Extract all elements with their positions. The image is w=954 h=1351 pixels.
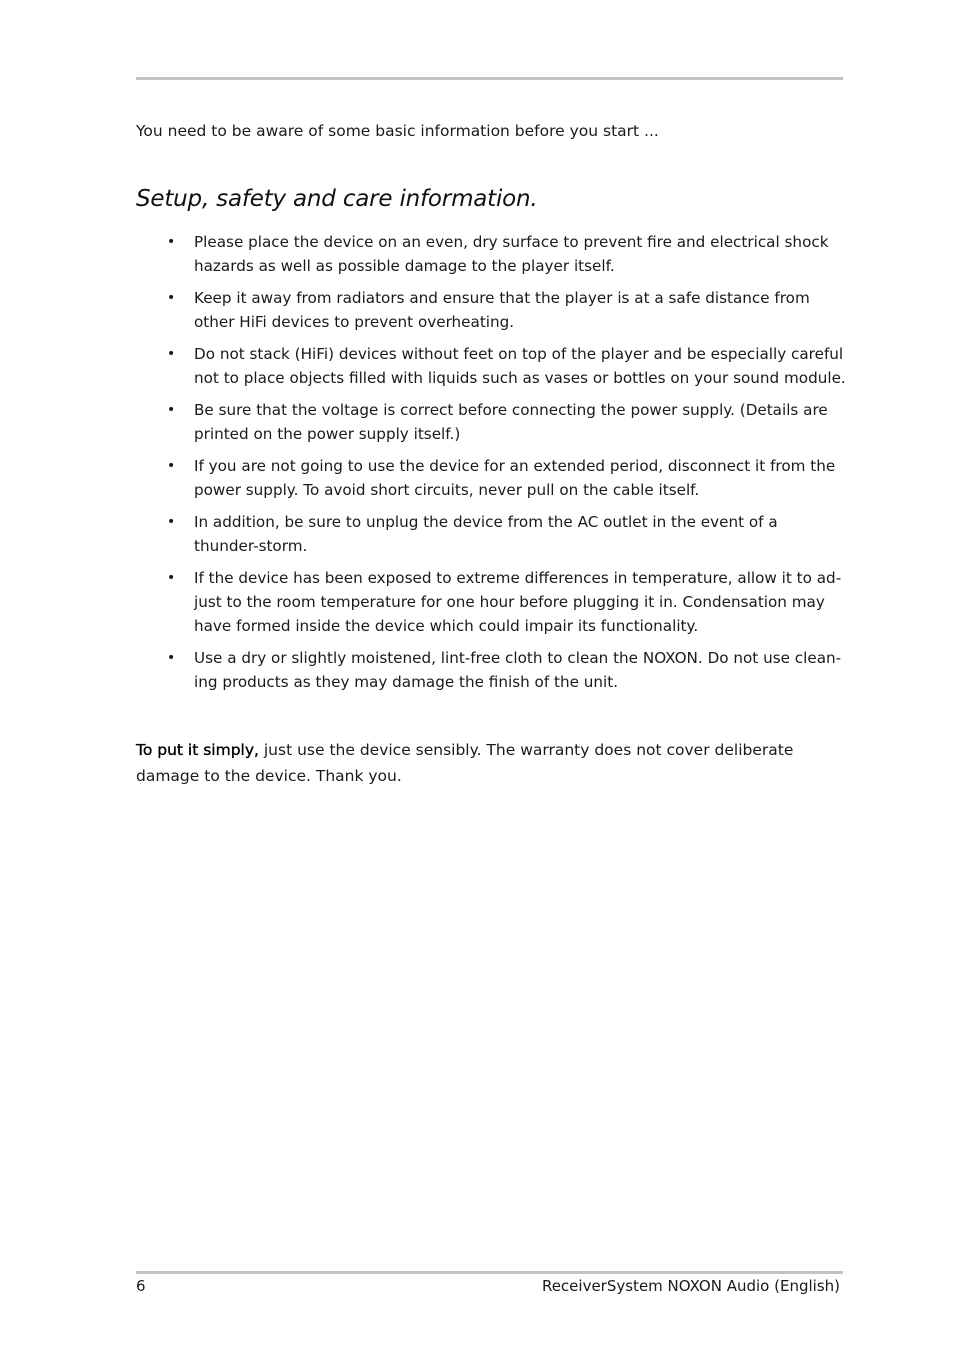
intro-text: You need to be aware of some basic information before you start ... [136,122,659,140]
list-item [136,230,846,278]
list-item [136,342,846,390]
footer-rule [136,1271,843,1274]
bullet-icon: • [167,570,176,586]
closing-text: just use the device sensibly. The warranty does not cover deliberate damage to the device. Thank you. [136,741,794,785]
bullet-icon: • [167,402,176,418]
bullet-icon: • [167,234,176,250]
bullet-icon: • [167,514,176,530]
list-item [136,646,846,694]
header-rule [136,77,843,80]
list-item-text: If you are not going to use the device for an extended period, disconnect it from the power supply. To avoid short circuits, never pull on the cable itself. [194,457,836,499]
footer-title: ReceiverSystem NOXON Audio (English) [541,1277,840,1295]
safety-list [136,230,846,702]
list-item-text: In addition, be sure to unplug the device from the AC outlet in the event of a thunder-storm. [194,513,778,555]
list-item [136,286,846,334]
list-item-text: Be sure that the voltage is correct before connecting the power supply. (Details are printed on the power supply itself.) [194,401,828,443]
bullet-icon: • [167,346,176,362]
list-item-text: Please place the device on an even, dry surface to prevent fire and electrical shock hazards as well as possible damage to the player itself. [194,233,829,275]
closing-paragraph [136,737,846,789]
list-item-text: Do not stack (HiFi) devices without feet on top of the player and be especially careful not to place objects filled with liquids such as vases or bottles on your sound module. [194,345,846,387]
section-heading: Setup, safety and care information. [136,186,538,212]
list-item [136,510,846,558]
bullet-icon: • [167,458,176,474]
list-item [136,566,846,638]
list-item [136,398,846,446]
closing-lead: To put it simply, [136,741,259,759]
page-number: 6 [136,1277,146,1295]
list-item-text: If the device has been exposed to extreme differences in temperature, allow it to ad-just to the room temperature for one hour before plugging it in. Condensation may have formed inside the device which could impair its functionality. [194,569,842,635]
bullet-icon: • [167,650,176,666]
list-item [136,454,846,502]
list-item-text: Use a dry or slightly moistened, lint-free cloth to clean the NOXON. Do not use clean-ing products as they may damage the finish of the unit. [194,649,842,691]
list-item-text: Keep it away from radiators and ensure that the player is at a safe distance from other HiFi devices to prevent overheating. [194,289,810,331]
bullet-icon: • [167,290,176,306]
